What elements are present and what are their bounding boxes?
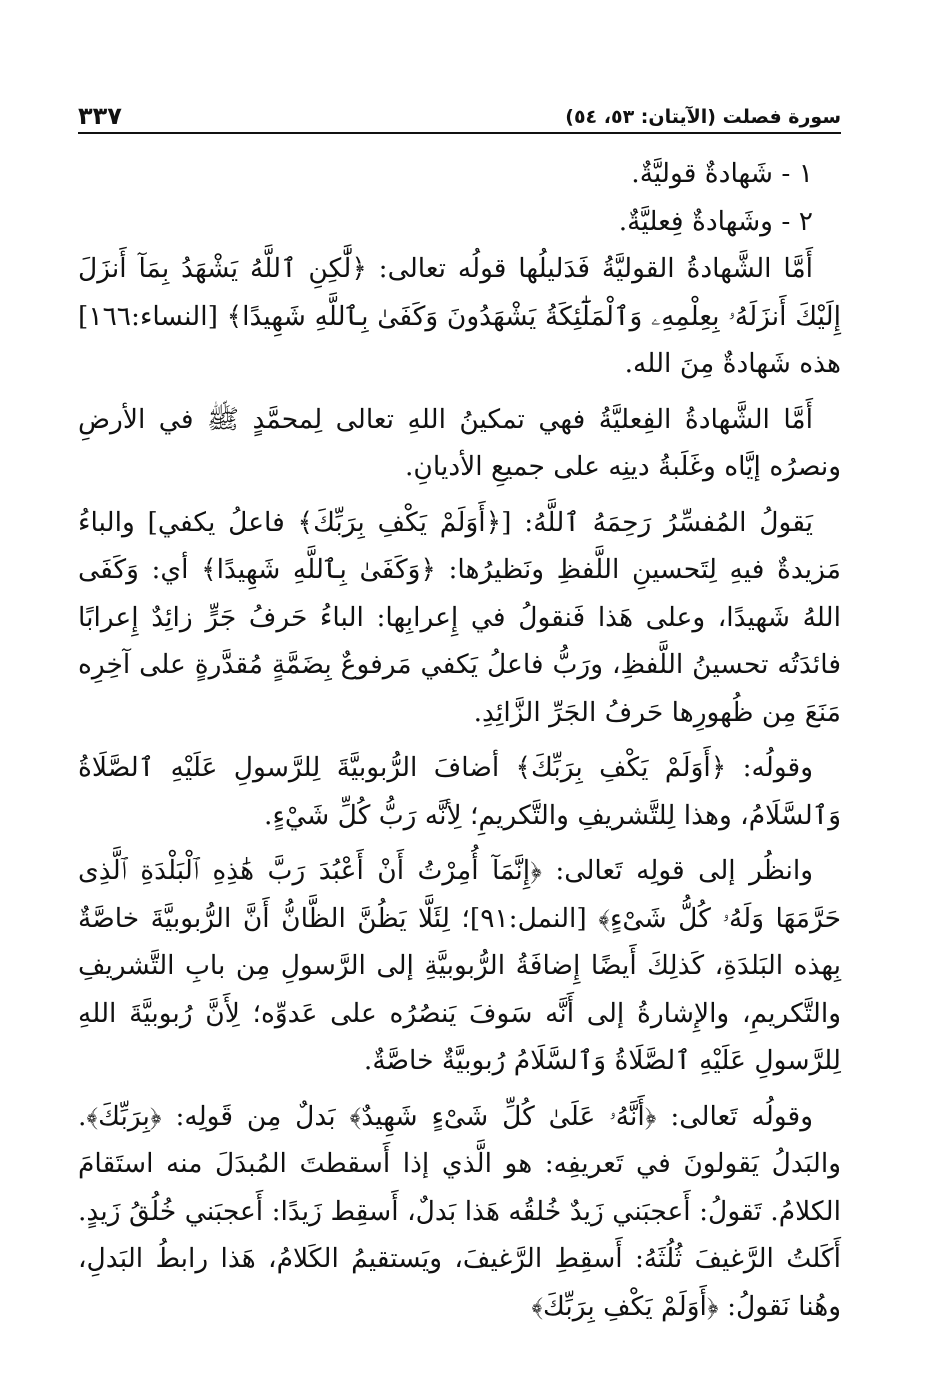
paragraph-balda: وانظُر إلى قولِه تَعالى: ﴿إِنَّمَآ أُمِرْتُ أَنْ أَعْبُدَ رَبَّ هَٰذِهِ ٱلْبَلْدَةِ ٱلَّذِى حَرَّمَهَا وَلَهُۥ كُلُّ شَىْءٍ﴾ [النمل:٩١]؛ لِئَلَّا يَظُنَّ الظَّانُّ أَنَّ الرُّبوبيَّةَ خاصَّةٌ بِهذه البَلدَةِ، كَذلِكَ أَيضًا إِضافَةُ الرُّبوبيَّةِ إلى الرَّسولِ مِن بابِ التَّشريفِ والتَّكريمِ، والإِشارةُ إلى أَنَّه سَوفَ يَنصُرُه على عَدوِّه؛ لِأَنَّ رُبوبيَّةَ اللهِ لِلرَّسولِ عَلَيْهِ ٱلصَّلَاةُ وَٱلسَّلَامُ رُبوبيَّةٌ خاصَّةٌ. <box>78 855 842 1076</box>
list-item-1: ١ - شَهادةٌ قوليَّةٌ. <box>631 158 813 189</box>
page-number: ٣٣٧ <box>78 102 122 130</box>
surah-title: سورة فصلت (الآيتان: ٥٣، ٥٤) <box>565 106 841 128</box>
page-body <box>78 150 841 1330</box>
page-header <box>78 92 841 134</box>
paragraph-mufassir: يَقولُ المُفسِّرُ رَحِمَهُ ٱللَّهُ: [﴿أَوَلَمْ يَكْفِ بِرَبِّكَ﴾ فاعلُ يكفي] والباءُ مَزيدةٌ فيهِ لِتَحسينِ اللَّفظِ ونَظيرُها: ﴿وَكَفَىٰ بِٱللَّهِ شَهِيدًا﴾ أي: وَكَفَى اللهُ شَهيدًا، وعلى هَذا فَنقولُ في إِعرابِها: الباءُ حَرفُ جَرٍّ زائِدٌ إِعرابًا فائدَتُه تحسينُ اللَّفظِ، ورَبُّ فاعلُ يَكفي مَرفوعٌ بِضَمَّةٍ مُقدَّرةٍ على آخِرِه مَنَعَ مِن ظُهورِها حَرفُ الجَرِّ الزَّائِدِ. <box>78 506 841 728</box>
paragraph-verbal-testimony: أَمَّا الشَّهادةُ القوليَّةُ فَدَليلُها قولُه تعالى: ﴿لَّٰكِنِ ٱللَّهُ يَشْهَدُ بِمَآ أَنزَلَ إِلَيْكَ أَنزَلَهُۥ بِعِلْمِهِۦ وَٱلْمَلَٰٓئِكَةُ يَشْهَدُونَ وَكَفَىٰ بِٱللَّهِ شَهِيدًا﴾ [النساء:١٦٦] هذه شَهادةٌ مِنَ الله. <box>78 253 841 379</box>
list-item-2: ٢ - وشَهادةٌ فِعليَّةٌ. <box>618 205 813 237</box>
paragraph-lordship: وقولُه: ﴿أَوَلَمْ يَكْفِ بِرَبِّكَ﴾ أضافَ الرُّبوبيَّةَ لِلرَّسولِ عَلَيْهِ ٱلصَّلَاةُ وَٱلسَّلَامُ، وهذا لِلتَّشريفِ والتَّكريمِ؛ لِأنَّه رَبُّ كُلِّ شَيْءٍ. <box>78 752 841 831</box>
paragraph-badal: وقولُه تَعالى: ﴿أَنَّهُۥ عَلَىٰ كُلِّ شَىْءٍ شَهِيدٌ﴾ بَدلٌ مِن قَولِه: ﴿بِرَبِّكَ﴾. والبَدلُ يَقولونَ في تَعريفِه: هو الَّذي إذا أَسقطتَ المُبدَلَ منه استَقامَ الكلامُ. تَقولُ: أَعجبَني زَيدٌ خُلقُه هَذا بَدلٌ، أَسقِط زَيدًا: أَعجبَني خُلُقُ زَيدٍ. أَكَلتُ الرَّغيفَ ثُلُثَهُ: أَسقِطِ الرَّغيفَ، ويَستقيمُ الكَلامُ، هَذا رابطُ البَدلِ، وهُنا نَقولُ: ﴿أَوَلَمْ يَكْفِ بِرَبِّكَ﴾ <box>78 1100 841 1322</box>
paragraph-actual-testimony: أَمَّا الشَّهادةُ الفِعليَّةُ فهي تمكينُ اللهِ تعالى لِمحمَّدٍ ﷺ في الأرضِ ونصرُه إيَّاه وغَلَبةُ دينِه على جميعِ الأديانِ. <box>78 403 841 482</box>
